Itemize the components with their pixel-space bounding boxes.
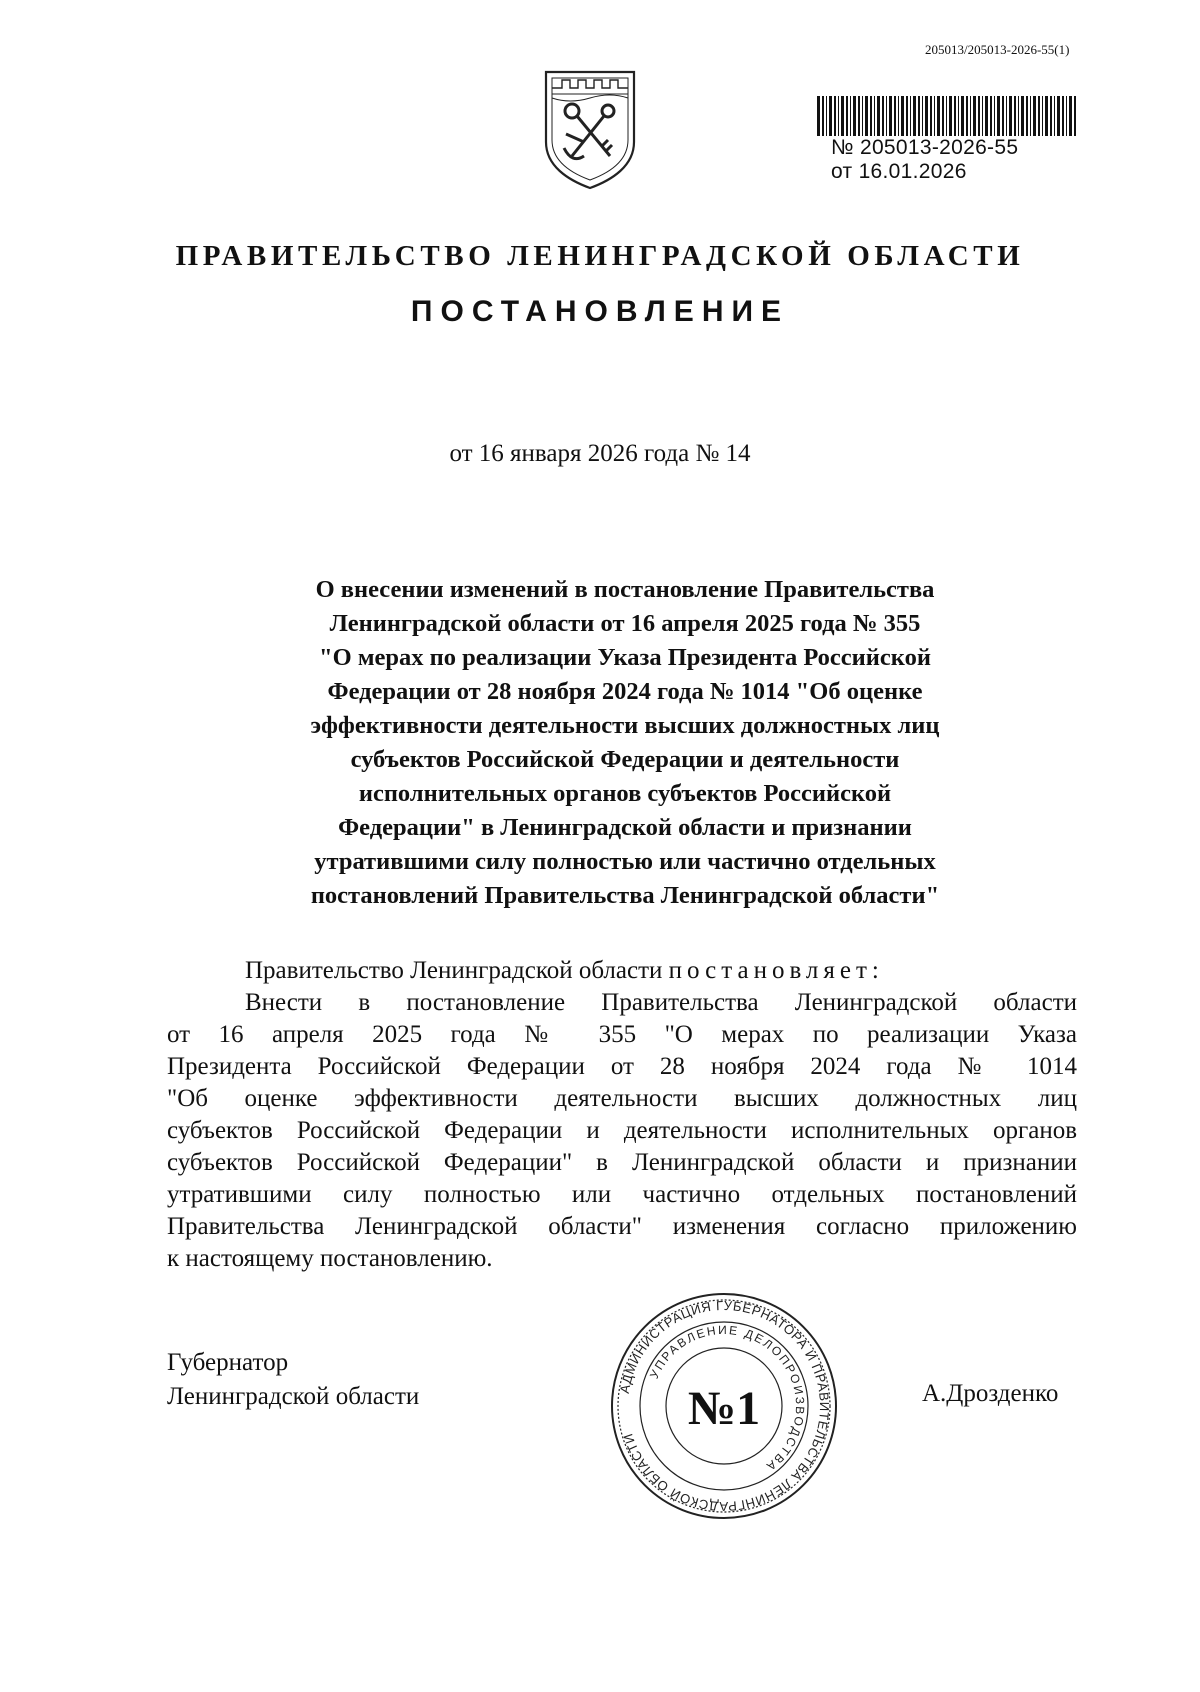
body-line: субъектов Российской Федерации" в Ленинградской области и признании (167, 1149, 1077, 1176)
barcode-bar (817, 96, 820, 136)
subject-line: О внесении изменений в постановление Правительства (315, 576, 935, 603)
barcode-bar (1026, 96, 1028, 136)
barcode-bar (865, 96, 868, 136)
barcode-bar (1066, 96, 1067, 136)
barcode-bar (834, 96, 836, 136)
barcode-bar (1002, 96, 1004, 136)
document-subject (245, 573, 1005, 913)
barcode-bar (1069, 96, 1072, 136)
document-body (167, 955, 1077, 1275)
official-seal-icon (608, 1290, 840, 1522)
barcode-bar (1009, 96, 1012, 136)
body-intro-text: Правительство Ленинградской области (245, 957, 663, 984)
barcode-bar (1045, 96, 1048, 136)
barcode-bar (954, 96, 956, 136)
barcode-bar (958, 96, 959, 136)
registration-date: от 16.01.2026 (831, 160, 967, 183)
subject-line: постановлений Правительства Ленинградской области" (310, 882, 940, 909)
subject-line: исполнительных органов субъектов Российской (358, 780, 892, 807)
barcode-bar (1006, 96, 1007, 136)
barcode-bar (829, 96, 832, 136)
subject-line: субъектов Российской Федерации и деятельности (350, 746, 900, 773)
barcode-bar (894, 96, 896, 136)
barcode-bar (949, 96, 952, 136)
barcode-bar (898, 96, 899, 136)
barcode-bar (922, 96, 923, 136)
barcode-bar (846, 96, 848, 136)
barcode-bar (1042, 96, 1043, 136)
body-line: к настоящему постановлению. (167, 1245, 493, 1272)
barcode-bar (997, 96, 1000, 136)
body-line: Внести в постановление Правительства Ленинградской области (245, 989, 1077, 1016)
body-intro (167, 955, 1077, 987)
barcode-bar (966, 96, 968, 136)
barcode-bar (990, 96, 992, 136)
subject-line: Федерации от 28 ноября 2024 года № 1014 "Об оценке (327, 678, 923, 705)
barcode-bar (942, 96, 944, 136)
barcode-bar (886, 96, 887, 136)
barcode-bar (1038, 96, 1040, 136)
seal-inner-text: УПРАВЛЕНИЕ ДЕЛОПРОИЗВОДСТВА (646, 1322, 808, 1475)
barcode-bar (1054, 96, 1055, 136)
barcode-bar (973, 96, 976, 136)
subject-line: утратившими силу полностью или частично отдельных (314, 848, 936, 875)
barcode-bar (853, 96, 856, 136)
subject-line: Ленинградской области от 16 апреля 2025 года № 355 (329, 610, 921, 637)
signatory-position-line: Губернатор (167, 1349, 289, 1376)
barcode-bar (1050, 96, 1052, 136)
barcode-bar (934, 96, 935, 136)
barcode-bar (1074, 96, 1076, 136)
barcode-bar (985, 96, 988, 136)
body-line: субъектов Российской Федерации и деятельности исполнительных органов (167, 1117, 1077, 1144)
barcode-bar (826, 96, 827, 136)
subject-line: "О мерах по реализации Указа Президента Российской (319, 644, 931, 671)
document-top-id: 205013/205013-2026-55(1) (925, 42, 1070, 57)
barcode-bar (1033, 96, 1036, 136)
barcode-bar (838, 96, 839, 136)
seal-number: №1 (687, 1382, 761, 1435)
barcode-bar (925, 96, 928, 136)
barcode-bar (1057, 96, 1060, 136)
body-intro-verb: постановляет: (668, 957, 884, 984)
barcode-bar (850, 96, 851, 136)
barcode-bar (982, 96, 983, 136)
signatory-name: А.Дрозденко (922, 1380, 1059, 1407)
body-line: "Об оценке эффективности деятельности высших должностных лиц (167, 1085, 1077, 1112)
body-line: от 16 апреля 2025 года № 355 "О мерах по реализации Указа (167, 1021, 1077, 1048)
barcode-bar (1062, 96, 1064, 136)
subject-line: эффективности деятельности высших должностных лиц (310, 712, 940, 739)
barcode-bar (882, 96, 884, 136)
barcode-bar (937, 96, 940, 136)
registration-number: № 205013-2026-55 (831, 136, 1019, 159)
document-type: ПОСТАНОВЛЕНИЕ (410, 295, 790, 328)
barcode-bar (1030, 96, 1031, 136)
barcode-bar (870, 96, 872, 136)
barcode-bar (889, 96, 892, 136)
barcode-bar (978, 96, 980, 136)
barcode-bar (1014, 96, 1016, 136)
barcode-bar (1021, 96, 1024, 136)
barcode-bar (930, 96, 932, 136)
body-line: Президента Российской Федерации от 28 ноября 2024 года № 1014 (167, 1053, 1077, 1080)
signatory-position-line: Ленинградской области (167, 1383, 420, 1410)
barcode-bar (841, 96, 844, 136)
signatory-position (167, 1346, 419, 1414)
barcode-bar (970, 96, 971, 136)
registration-stamp (817, 96, 1082, 184)
body-line: утратившими силу полностью или частично отдельных постановлений (167, 1181, 1077, 1208)
document-date-number: от 16 января 2026 года № 14 (449, 440, 751, 467)
barcode-bar (918, 96, 920, 136)
barcode-bar (961, 96, 964, 136)
seal-outer-text: АДМИНИСТРАЦИЯ ГУБЕРНАТОРА И ПРАВИТЕЛЬСТВА ЛЕНИНГРАДСКОЙ ОБЛАСТИ (616, 1297, 833, 1515)
organization-title: ПРАВИТЕЛЬСТВО ЛЕНИНГРАДСКОЙ ОБЛАСТИ (175, 240, 1025, 272)
barcode-bar (862, 96, 863, 136)
barcode-bar (913, 96, 916, 136)
barcode-bar (910, 96, 911, 136)
subject-line: Федерации" в Ленинградской области и признании (338, 814, 912, 841)
barcode-bar (858, 96, 860, 136)
body-line: Правительства Ленинградской области" изменения согласно приложению (167, 1213, 1077, 1240)
barcode-icon (817, 96, 1077, 136)
barcode-bar (901, 96, 904, 136)
barcode-bar (994, 96, 995, 136)
barcode-bar (946, 96, 947, 136)
coat-of-arms-icon (540, 64, 640, 194)
barcode-bar (822, 96, 824, 136)
barcode-bar (906, 96, 908, 136)
barcode-bar (1018, 96, 1019, 136)
barcode-bar (874, 96, 875, 136)
barcode-bar (877, 96, 880, 136)
